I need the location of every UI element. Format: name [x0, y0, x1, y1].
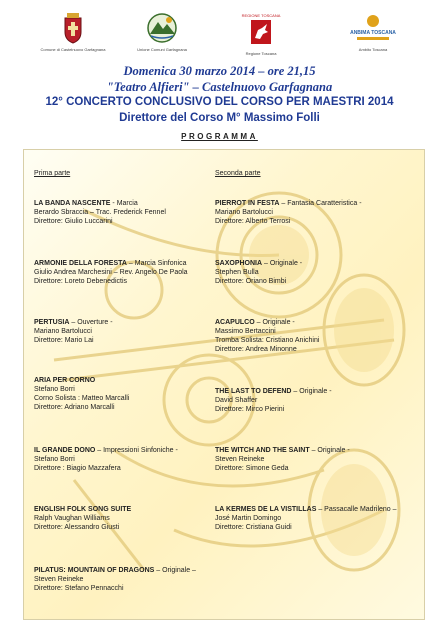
piece-director: Direttore: Adriano Marcalli — [34, 404, 115, 411]
piece-composer: Mariano Bartolucci — [215, 209, 273, 216]
piece-composer: Giulio Andrea Marchesini – Rev. Angelo De Paola — [34, 269, 188, 276]
program-item — [34, 199, 166, 226]
piece-composer: Stefano Borri — [34, 456, 75, 463]
course-director: Direttore del Corso M° Massimo Folli — [119, 112, 320, 124]
piece-composer: Steven Reineke — [34, 576, 84, 583]
piece-genre: – Impressioni Sinfoniche - — [95, 447, 178, 454]
piece-genre: – Marcia Sinfonica — [126, 260, 187, 267]
first-part-heading: Prima parte — [34, 170, 71, 177]
piece-title: PERTUSIA — [34, 319, 70, 326]
logo-caption: Regione Toscana — [245, 51, 277, 56]
logo-caption: Unione Comuni Garfagnana — [137, 47, 187, 52]
logo-brand-text: ANBIMA TOSCANA — [350, 30, 396, 36]
sun-emblem-icon — [350, 12, 396, 44]
program-item — [34, 376, 129, 412]
piece-composer: Stefano Borri — [34, 386, 75, 393]
piece-director: Direttore: Mario Lai — [34, 337, 94, 344]
coat-of-arms-icon — [62, 12, 84, 44]
program-item — [34, 318, 113, 345]
piece-composer: Berardo Sbraccia – Trac. Frederick Fennel — [34, 209, 166, 216]
logo-comune — [38, 12, 108, 52]
piece-title: PILATUS: MOUNTAIN OF DRAGONS — [34, 567, 155, 574]
piece-composer: Stephen Bulla — [215, 269, 259, 276]
program-item — [34, 505, 131, 532]
piece-genre: – Passacalle Madrileno – — [316, 506, 397, 513]
piece-composer: Massimo Bertaccini — [215, 328, 276, 335]
piece-director: Direttore: Mirco Pierini — [215, 406, 285, 413]
piece-genre: – Fantasia Caratteristica - — [279, 200, 362, 207]
piece-composer: Mariano Bartolucci — [34, 328, 92, 335]
event-venue: "Teatro Alfieri" – Castelnuovo Garfagnana — [106, 80, 333, 94]
piece-title: PIERROT IN FESTA — [215, 200, 280, 207]
program-item — [215, 387, 332, 414]
programma-heading: PROGRAMMA — [181, 132, 258, 141]
piece-genre: – Ouverture - — [69, 319, 113, 326]
program-item — [215, 259, 302, 286]
piece-director: Direttore: Alberto Terrosi — [215, 218, 291, 225]
piece-director: Direttore: Cristiana Guidi — [215, 524, 292, 531]
piece-title: ENGLISH FOLK SONG SUITE — [34, 506, 132, 513]
piece-genre: – Originale - — [262, 260, 303, 267]
piece-genre: – Originale - — [309, 447, 350, 454]
piece-director: Direttore: Alessandro Giusti — [34, 524, 120, 531]
concert-title: 12° CONCERTO CONCLUSIVO DEL CORSO PER MAESTRI 2014 — [45, 96, 394, 108]
piece-genre: – Originale - — [291, 388, 332, 395]
piece-director: Direttore: Loreto Debenedictis — [34, 278, 127, 285]
piece-composer: Ralph Vaughan Williams — [34, 515, 110, 522]
piece-composer: David Shaffer — [215, 397, 258, 404]
program-item — [215, 446, 350, 473]
mountain-emblem-icon — [145, 12, 179, 44]
program-item — [215, 318, 319, 354]
piece-genre: - Marcia — [110, 200, 138, 207]
program-item — [34, 566, 196, 593]
piece-title: IL GRANDE DONO — [34, 447, 96, 454]
piece-title: ARIA PER CORNO — [34, 377, 96, 384]
pegasus-icon — [241, 12, 281, 48]
event-date: Domenica 30 marzo 2014 – ore 21,15 — [123, 64, 316, 78]
program-item — [34, 446, 178, 473]
piece-title: THE LAST TO DEFEND — [215, 388, 292, 395]
logo-caption: Ambito Toscana — [358, 47, 388, 52]
piece-title: THE WITCH AND THE SAINT — [215, 447, 310, 454]
piece-director: Direttore: Giulio Luccarini — [34, 218, 113, 225]
piece-genre: – Originale - — [254, 319, 295, 326]
program-item — [34, 259, 188, 286]
piece-soloist: Tromba Solista: Cristiano Anichini — [215, 337, 320, 344]
piece-director: Direttore: Simone Geda — [215, 465, 289, 472]
piece-director: Direttore : Biagio Mazzafera — [34, 465, 121, 472]
program-item — [215, 505, 397, 532]
piece-genre: – Originale – — [154, 567, 196, 574]
logo-brand-text: REGIONE TOSCANA — [241, 13, 281, 18]
piece-composer: Steven Reineke — [215, 456, 265, 463]
logo-regione-toscana — [226, 12, 296, 56]
piece-title: LA KERMES DE LA VISTILLAS — [215, 506, 317, 513]
piece-soloist: Corno Solista : Matteo Marcalli — [34, 395, 130, 402]
logo-unione-comuni — [127, 12, 197, 52]
piece-director: Direttore: Oriano Bimbi — [215, 278, 287, 285]
piece-title: LA BANDA NASCENTE — [34, 200, 111, 207]
piece-composer: José Martin Domingo — [215, 515, 282, 522]
logo-anbima — [338, 12, 408, 52]
piece-title: ARMONIE DELLA FORESTA — [34, 260, 127, 267]
logo-caption: Comune di Castelnuovo Garfagnana — [40, 47, 106, 52]
piece-title: ACAPULCO — [215, 319, 255, 326]
piece-director: Direttore: Stefano Pennacchi — [34, 585, 124, 592]
piece-title: SAXOPHONIA — [215, 260, 263, 267]
program-item — [215, 199, 362, 226]
piece-director: Direttore: Andrea Minonne — [215, 346, 297, 353]
second-part-heading: Seconda parte — [215, 170, 261, 177]
